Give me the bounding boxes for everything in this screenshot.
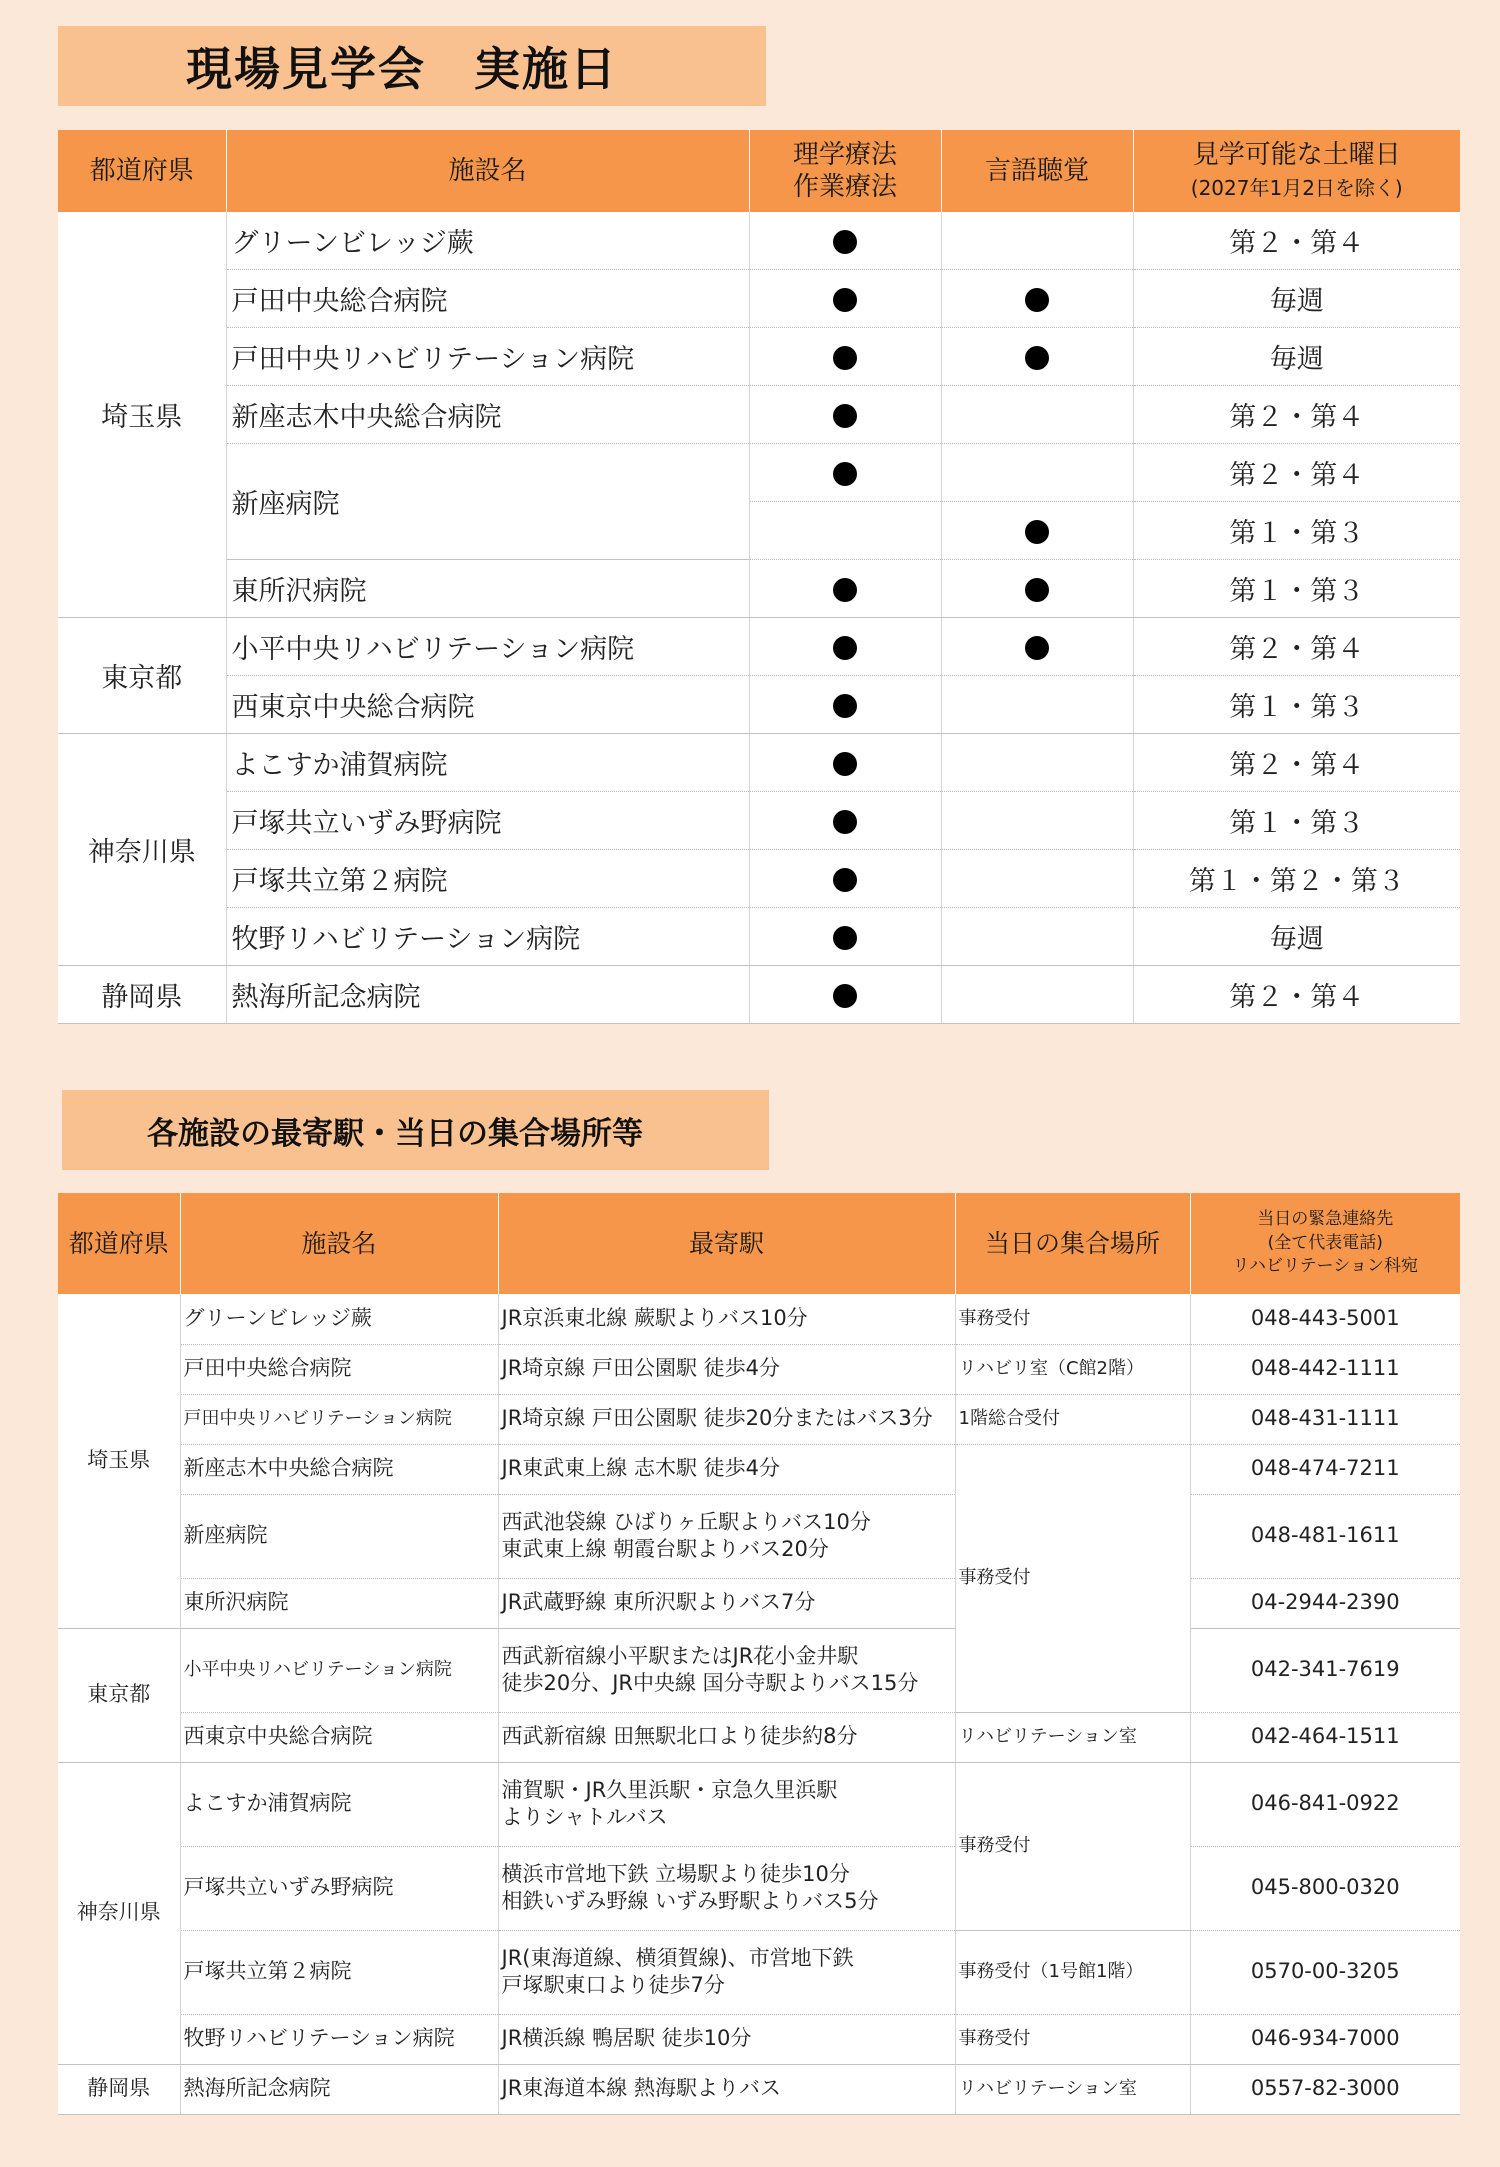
section1-title: 現場見学会 実施日 — [58, 26, 766, 106]
saturday-days: 第１・第３ — [1133, 792, 1460, 850]
table-row — [58, 1762, 1460, 1846]
pt-ot-cell — [749, 502, 941, 560]
table-row — [58, 1444, 1460, 1494]
meeting-place: リハビリテーション室 — [955, 2064, 1190, 2114]
available-dot-icon — [1025, 520, 1049, 544]
saturday-days: 第１・第２・第３ — [1133, 850, 1460, 908]
saturday-days: 第２・第４ — [1133, 444, 1460, 502]
facility-name: 小平中央リハビリテーション病院 — [226, 618, 749, 676]
prefecture-cell: 神奈川県 — [58, 734, 226, 966]
saturday-days: 毎週 — [1133, 328, 1460, 386]
pt-ot-cell — [749, 328, 941, 386]
pt-ot-cell — [749, 966, 941, 1024]
facility-name: 小平中央リハビリテーション病院 — [180, 1628, 498, 1712]
facility-name: 牧野リハビリテーション病院 — [180, 2014, 498, 2064]
table-row — [58, 966, 1460, 1024]
facility-name: 熱海所記念病院 — [180, 2064, 498, 2114]
saturday-days: 第２・第４ — [1133, 386, 1460, 444]
header-prefecture: 都道府県 — [58, 1193, 180, 1294]
nearest-station — [498, 1712, 955, 1762]
table-row — [58, 1628, 1460, 1712]
station-line-1: 西武新宿線 田無駅北口より徒歩約8分 — [501, 1724, 858, 1749]
saturday-days: 第２・第４ — [1133, 212, 1460, 270]
available-dot-icon — [833, 926, 857, 950]
meeting-place: リハビリ室（C館2階） — [955, 1344, 1190, 1394]
nearest-station — [498, 1930, 955, 2014]
meeting-place: 事務受付 — [955, 1444, 1190, 1712]
meeting-place: 事務受付（1号館1階） — [955, 1930, 1190, 2014]
station-line-1: JR横浜線 鴨居駅 徒歩10分 — [501, 2026, 752, 2051]
nearest-station — [498, 1394, 955, 1444]
saturday-days: 第２・第４ — [1133, 734, 1460, 792]
emergency-phone: 045-800-0320 — [1190, 1846, 1460, 1930]
saturday-days: 毎週 — [1133, 908, 1460, 966]
available-dot-icon — [833, 462, 857, 486]
st-cell — [941, 328, 1133, 386]
table-row — [58, 2014, 1460, 2064]
station-line-2: 戸塚駅東口より徒歩7分 — [501, 1973, 725, 1997]
emergency-phone: 042-464-1511 — [1190, 1712, 1460, 1762]
prefecture-cell: 埼玉県 — [58, 212, 226, 618]
available-dot-icon — [833, 636, 857, 660]
header-emergency-contact: 当日の緊急連絡先 (全て代表電話) リハビリテーション科宛 — [1190, 1193, 1460, 1294]
pt-ot-cell — [749, 560, 941, 618]
facility-name: 戸塚共立第２病院 — [180, 1930, 498, 2014]
emergency-phone: 04-2944-2390 — [1190, 1578, 1460, 1628]
station-line-1: JR京浜東北線 蕨駅よりバス10分 — [501, 1306, 808, 1331]
available-dot-icon — [833, 230, 857, 254]
table-row — [58, 386, 1460, 444]
pt-ot-cell — [749, 908, 941, 966]
facility-name: 牧野リハビリテーション病院 — [226, 908, 749, 966]
header-st: 言語聴覚 — [941, 130, 1133, 212]
st-cell — [941, 212, 1133, 270]
table-row — [58, 850, 1460, 908]
emergency-phone: 048-443-5001 — [1190, 1294, 1460, 1344]
st-cell — [941, 850, 1133, 908]
nearest-station — [498, 1628, 955, 1712]
table-row — [58, 270, 1460, 328]
facility-name: 新座志木中央総合病院 — [180, 1444, 498, 1494]
nearest-station — [498, 1444, 955, 1494]
facility-name: 戸田中央総合病院 — [226, 270, 749, 328]
facility-name: 戸田中央リハビリテーション病院 — [226, 328, 749, 386]
facility-name: 戸塚共立第２病院 — [226, 850, 749, 908]
table-row — [58, 1930, 1460, 2014]
prefecture-cell: 神奈川県 — [58, 1762, 180, 2064]
saturday-days: 第２・第４ — [1133, 618, 1460, 676]
table-row — [58, 1846, 1460, 1930]
pt-ot-cell — [749, 676, 941, 734]
prefecture-cell: 静岡県 — [58, 966, 226, 1024]
st-cell — [941, 560, 1133, 618]
meeting-place: 事務受付 — [955, 1294, 1190, 1344]
header-facility: 施設名 — [226, 130, 749, 212]
table-row — [58, 1394, 1460, 1444]
available-dot-icon — [833, 752, 857, 776]
table-header-row — [58, 130, 1460, 212]
table-row — [58, 618, 1460, 676]
emergency-phone: 048-442-1111 — [1190, 1344, 1460, 1394]
st-cell — [941, 618, 1133, 676]
available-dot-icon — [833, 346, 857, 370]
saturday-days: 第１・第３ — [1133, 676, 1460, 734]
nearest-station — [498, 1578, 955, 1628]
table-row — [58, 734, 1460, 792]
meeting-place: 1階総合受付 — [955, 1394, 1190, 1444]
nearest-station — [498, 2014, 955, 2064]
table-header-row — [58, 1193, 1460, 1294]
prefecture-cell: 静岡県 — [58, 2064, 180, 2114]
meeting-place: 事務受付 — [955, 1762, 1190, 1930]
available-dot-icon — [833, 578, 857, 602]
nearest-station — [498, 2064, 955, 2114]
header-saturday: 見学可能な土曜日 (2027年1月2日を除く) — [1133, 130, 1460, 212]
emergency-phone: 0570-00-3205 — [1190, 1930, 1460, 2014]
facility-name: 新座志木中央総合病院 — [226, 386, 749, 444]
st-cell — [941, 502, 1133, 560]
access-info-table — [58, 1193, 1460, 2115]
st-cell — [941, 908, 1133, 966]
header-station: 最寄駅 — [498, 1193, 955, 1294]
table-row — [58, 676, 1460, 734]
pt-ot-cell — [749, 618, 941, 676]
facility-name: 戸田中央リハビリテーション病院 — [180, 1394, 498, 1444]
emergency-phone: 046-841-0922 — [1190, 1762, 1460, 1846]
table-row — [58, 212, 1460, 270]
pt-ot-cell — [749, 792, 941, 850]
available-dot-icon — [1025, 346, 1049, 370]
pt-ot-cell — [749, 444, 941, 502]
st-cell — [941, 792, 1133, 850]
facility-name: よこすか浦賀病院 — [180, 1762, 498, 1846]
st-cell — [941, 386, 1133, 444]
available-dot-icon — [833, 810, 857, 834]
prefecture-cell: 東京都 — [58, 1628, 180, 1762]
station-line-1: JR東武東上線 志木駅 徒歩4分 — [501, 1456, 780, 1481]
available-dot-icon — [1025, 636, 1049, 660]
table-row — [58, 1712, 1460, 1762]
station-line-1: 浦賀駅・JR久里浜駅・京急久里浜駅 — [501, 1777, 838, 1802]
facility-name: 西東京中央総合病院 — [226, 676, 749, 734]
emergency-phone: 048-481-1611 — [1190, 1494, 1460, 1578]
emergency-phone: 048-474-7211 — [1190, 1444, 1460, 1494]
nearest-station — [498, 1494, 955, 1578]
table-row — [58, 2064, 1460, 2114]
station-line-1: JR(東海道線、横須賀線)、市営地下鉄 — [501, 1945, 854, 1970]
table-row — [58, 792, 1460, 850]
facility-name: グリーンビレッジ蕨 — [226, 212, 749, 270]
prefecture-cell: 埼玉県 — [58, 1294, 180, 1628]
saturday-days: 毎週 — [1133, 270, 1460, 328]
available-dot-icon — [1025, 288, 1049, 312]
facility-name: 東所沢病院 — [180, 1578, 498, 1628]
header-facility: 施設名 — [180, 1193, 498, 1294]
table-row — [58, 1294, 1460, 1344]
pt-ot-cell — [749, 386, 941, 444]
meeting-place: リハビリテーション室 — [955, 1712, 1190, 1762]
facility-name: 熱海所記念病院 — [226, 966, 749, 1024]
pt-ot-cell — [749, 734, 941, 792]
station-line-1: 西武池袋線 ひばりヶ丘駅よりバス10分 — [501, 1509, 871, 1534]
emergency-phone: 046-934-7000 — [1190, 2014, 1460, 2064]
table-row — [58, 908, 1460, 966]
saturday-days: 第２・第４ — [1133, 966, 1460, 1024]
station-line-2: 相鉄いずみ野線 いずみ野駅よりバス5分 — [501, 1889, 879, 1913]
facility-name: よこすか浦賀病院 — [226, 734, 749, 792]
facility-name: 戸塚共立いずみ野病院 — [226, 792, 749, 850]
pt-ot-cell — [749, 850, 941, 908]
available-dot-icon — [833, 288, 857, 312]
prefecture-cell: 東京都 — [58, 618, 226, 734]
station-line-2: 東武東上線 朝霞台駅よりバス20分 — [501, 1537, 829, 1561]
facility-name: 戸田中央総合病院 — [180, 1344, 498, 1394]
table-row — [58, 328, 1460, 386]
available-dot-icon — [833, 984, 857, 1008]
saturday-days: 第１・第３ — [1133, 502, 1460, 560]
table-row — [58, 1578, 1460, 1628]
st-cell — [941, 270, 1133, 328]
meeting-place: 事務受付 — [955, 2014, 1190, 2064]
station-line-1: JR武蔵野線 東所沢駅よりバス7分 — [501, 1590, 816, 1615]
pt-ot-cell — [749, 270, 941, 328]
table-row — [58, 444, 1460, 502]
st-cell — [941, 444, 1133, 502]
facility-name: 東所沢病院 — [226, 560, 749, 618]
table-row — [58, 1494, 1460, 1578]
header-pt-ot: 理学療法 作業療法 — [749, 130, 941, 212]
header-prefecture: 都道府県 — [58, 130, 226, 212]
facility-name: 西東京中央総合病院 — [180, 1712, 498, 1762]
nearest-station — [498, 1762, 955, 1846]
station-line-1: JR東海道本線 熱海駅よりバス — [501, 2076, 781, 2101]
station-line-1: JR埼京線 戸田公園駅 徒歩20分またはバス3分 — [501, 1406, 933, 1431]
available-dot-icon — [833, 694, 857, 718]
section2-title: 各施設の最寄駅・当日の集合場所等 — [62, 1090, 769, 1170]
pt-ot-cell — [749, 212, 941, 270]
facility-name: 新座病院 — [180, 1494, 498, 1578]
station-line-1: JR埼京線 戸田公園駅 徒歩4分 — [501, 1356, 780, 1381]
nearest-station — [498, 1344, 955, 1394]
facility-name: 戸塚共立いずみ野病院 — [180, 1846, 498, 1930]
available-dot-icon — [1025, 578, 1049, 602]
st-cell — [941, 676, 1133, 734]
emergency-phone: 0557-82-3000 — [1190, 2064, 1460, 2114]
station-line-2: よりシャトルバス — [501, 1805, 668, 1829]
table-row — [58, 1344, 1460, 1394]
emergency-phone: 048-431-1111 — [1190, 1394, 1460, 1444]
saturday-days: 第１・第３ — [1133, 560, 1460, 618]
visit-dates-table — [58, 130, 1460, 1024]
st-cell — [941, 734, 1133, 792]
station-line-1: 西武新宿線小平駅またはJR花小金井駅 — [501, 1643, 859, 1668]
nearest-station — [498, 1294, 955, 1344]
available-dot-icon — [833, 868, 857, 892]
st-cell — [941, 966, 1133, 1024]
nearest-station — [498, 1846, 955, 1930]
header-meeting-place: 当日の集合場所 — [955, 1193, 1190, 1294]
station-line-1: 横浜市営地下鉄 立場駅より徒歩10分 — [501, 1861, 850, 1886]
station-line-2: 徒歩20分、JR中央線 国分寺駅よりバス15分 — [501, 1671, 919, 1695]
facility-name: グリーンビレッジ蕨 — [180, 1294, 498, 1344]
available-dot-icon — [833, 404, 857, 428]
facility-name: 新座病院 — [226, 444, 749, 560]
emergency-phone: 042-341-7619 — [1190, 1628, 1460, 1712]
table-row — [58, 560, 1460, 618]
